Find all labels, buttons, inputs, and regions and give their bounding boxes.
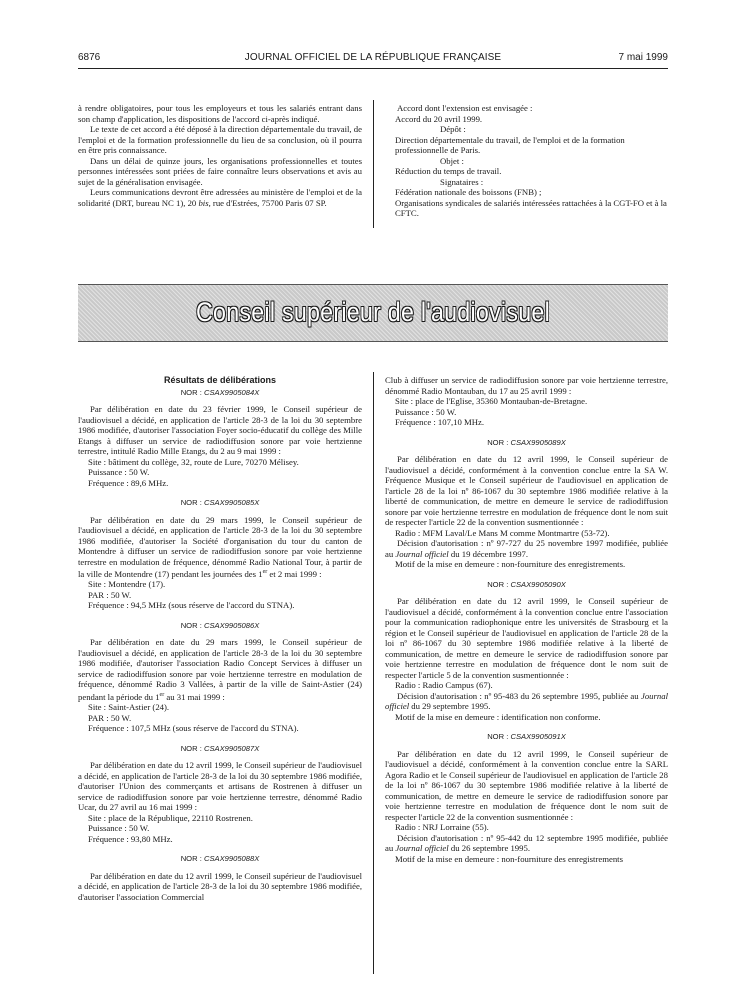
bottom-left-column bbox=[78, 375, 362, 902]
accord-date: Accord du 20 avril 1999. bbox=[395, 113, 483, 124]
depot-label: Dépôt : bbox=[440, 124, 466, 134]
motif: Motif de la mise en demeure : identification non conforme. bbox=[395, 711, 601, 722]
signataire-fnb: Fédération nationale des boissons (FNB) ; bbox=[395, 187, 542, 197]
power: Puissance : 50 W. bbox=[88, 467, 150, 477]
section-banner bbox=[78, 284, 668, 342]
paragraph: à rendre obligatoires, pour tous les employeurs et tous les salariés entrant dans son champ d'application, les dispositions de l'accord ci-après indiqué. bbox=[78, 103, 362, 124]
par: PAR : 50 W. bbox=[88, 589, 132, 600]
banner-title: Conseil supérieur de l'audiovisuel bbox=[196, 297, 550, 327]
motif: Motif de la mise en demeure : non-fourniture des enregistrements. bbox=[395, 559, 626, 569]
deliberation-text: Par délibération en date du 12 avril 1999, le Conseil supérieur de l'audiovisuel a décidé, conformément à la convention conclue entre la SARL Agora Radio et le Conseil supérieur de l'audiovisuel en application de l'article 28 de la loi nº 86-1067 du 30 septembre 1986 modifiée relative à la liberté de communication, de mettre en demeure le service de radiodiffusion sonore par voie hertzienne terrestre en modulation de fréquence dont le nom suit de respecter l'article 22 de la convention susmentionnée : bbox=[385, 748, 668, 822]
decision: Décision d'autorisation : nº 95-442 du 12 septembre 1995 modifiée, publiée au Journal officiel du 26 septembre 1995. bbox=[385, 832, 668, 853]
decision: Décision d'autorisation : nº 97-727 du 25 novembre 1997 modifiée, publiée au Journal officiel du 19 décembre 1997. bbox=[385, 538, 668, 559]
objet-text: Réduction du temps de travail. bbox=[395, 166, 502, 176]
top-left-column bbox=[78, 103, 362, 208]
signataires-label: Signataires : bbox=[440, 176, 484, 187]
deliberation-text: Par délibération en date du 12 avril 1999, le Conseil supérieur de l'audiovisuel a décidé, en application de l'article 28-3 de la loi du 30 septembre 1986 modifiée, d'autoriser l'association Commercial bbox=[78, 870, 363, 902]
signataire-syndicats: Organisations syndicales de salariés intéressées rattachées à la CGT-FO et à la CFTC. bbox=[395, 197, 667, 218]
site: Site : Saint-Astier (24). bbox=[88, 702, 170, 713]
column-divider bbox=[373, 100, 374, 228]
deliberation-text: Par délibération en date du 29 mars 1999, le Conseil supérieur de l'audiovisuel a décidé, en application de l'article 28-3 de la loi du 30 septembre 1986 modifiée, d'autoriser l'association Radio Concept Services à diffuser un service de radiodiffusion sonore par voie hertzienne terrestre en modulation de fréquence, dénommé Radio 3 Vallées, à partir de la ville de Saint-Astier (24) pendant la période du 1er au 31 mai 1999 : bbox=[78, 637, 362, 702]
radio: Radio : NRJ Lorraine (55). bbox=[395, 822, 489, 832]
deliberation-text: Par délibération en date du 23 février 1999, le Conseil supérieur de l'audiovisuel a décidé, en application de l'article 28-3 de la loi du 30 septembre 1986 modifiée, d'autoriser l'association Foyer socio-éducatif du collège des Mille Etangs à diffuser un service de radiodiffusion sonore par voie hertzienne terrestre, intitulé Radio Mille Etangs, du 2 au 9 mai 1999 : bbox=[78, 404, 362, 456]
power: Puissance : 50 W. bbox=[88, 823, 150, 834]
journal-title: JOURNAL OFFICIEL DE LA RÉPUBLIQUE FRANÇAISE bbox=[244, 52, 502, 63]
radio: Radio : Radio Campus (67). bbox=[395, 680, 493, 690]
par: PAR : 50 W. bbox=[88, 712, 132, 723]
issue-date: 7 mai 1999 bbox=[618, 52, 668, 63]
deliberation-text: Par délibération en date du 12 avril 1999, le Conseil supérieur de l'audiovisuel a décidé, conformément à la convention conclue entre l'association pour la communication radiophonique entre les universités de Strasbourg et la région et le Conseil supérieur de l'audiovisuel en application de l'article 28 de la loi nº 86-1067 du 30 septembre 1986 modifiée relative à la liberté de communication, de mettre en demeure le service de radiodiffusion sonore par voie hertzienne terrestre en modulation de fréquence dont le nom suit de respecter l'article 5 de la convention susmentionnée : bbox=[385, 596, 668, 680]
accord-label: Accord dont l'extension est envisagée : bbox=[397, 103, 533, 113]
objet-label: Objet : bbox=[440, 155, 464, 166]
nor-reference: NOR : CSAX9905087X bbox=[180, 743, 260, 753]
deliberation-text: Par délibération en date du 12 avril 1999, le Conseil supérieur de l'audiovisuel a décidé, conformément à la convention conclue entre la SA W. Fréquence Musique et le Conseil supérieur de l'audiovisuel en application de l'article 28 de la loi nº 86-1067 du 30 septembre 1986 modifiée relative à la liberté de communication, de mettre en demeure le service de radiodiffusion sonore par voie hertzienne terrestre en modulation de fréquence dont le nom suit de respecter l'article 22 de la convention susmentionnée : bbox=[385, 454, 668, 527]
motif: Motif de la mise en demeure : non-fourniture des enregistrements bbox=[395, 853, 623, 864]
frequency: Fréquence : 107,5 MHz (sous réserve de l'accord du STNA). bbox=[88, 723, 299, 734]
page-header bbox=[78, 52, 668, 66]
page-number: 6876 bbox=[78, 52, 101, 63]
nor-reference: NOR : CSAX9905084X bbox=[180, 387, 260, 397]
paragraph: Le texte de cet accord a été déposé à la direction départementale du travail, de l'emploi et de la formation professionnelle du lieu de sa conclusion, où il pourra en être pris connaissance. bbox=[78, 124, 362, 155]
nor-reference: NOR : CSAX9905091X bbox=[487, 732, 566, 741]
header-rule bbox=[78, 68, 668, 69]
deliberation-text: Par délibération en date du 12 avril 1999, le Conseil supérieur de l'audiovisuel a décidé, en application de l'article 28-3 de la loi du 30 septembre 1986 modifiée, d'autoriser l'Union des commerçants et artisans de Rostrenen à diffuser un service de radiodiffusion sonore par voie hertzienne terrestre, dénommé Radio Ucar, du 27 avril au 16 mai 1999 : bbox=[78, 760, 363, 813]
top-right-column bbox=[385, 103, 668, 219]
nor-reference: NOR : CSAX9905085X bbox=[180, 498, 260, 507]
paragraph: Leurs communications devront être adressées au ministère de l'emploi et de la solidarité (DRT, bureau NC 1), 20 bis, rue d'Estrées, 75700 Paris 07 SP. bbox=[78, 187, 362, 208]
paragraph: Dans un délai de quinze jours, les organisations professionnelles et toutes personnes intéressées sont priées de faire connaître leurs observations et avis au sujet de la généralisation envisagée. bbox=[78, 155, 362, 187]
frequency: Fréquence : 94,5 MHz (sous réserve de l'accord du STNA). bbox=[88, 600, 295, 611]
frequency: Fréquence : 89,6 MHz. bbox=[88, 477, 169, 488]
nor-reference: NOR : CSAX9905088X bbox=[180, 854, 260, 864]
site: Site : place de l'Eglise, 35360 Montauban-de-Bretagne. bbox=[395, 396, 588, 406]
power: Puissance : 50 W. bbox=[395, 406, 457, 417]
deliberation-text: Club à diffuser un service de radiodiffusion sonore par voie hertzienne terrestre, dénommé Radio Montauban, du 17 au 25 avril 1999 : bbox=[385, 375, 668, 396]
depot-text: Direction départementale du travail, de l'emploi et de la formation professionnelle de Paris. bbox=[395, 134, 625, 155]
nor-reference: NOR : CSAX9905090X bbox=[487, 579, 566, 589]
column-divider bbox=[373, 372, 374, 974]
nor-reference: NOR : CSAX9905089X bbox=[487, 437, 566, 447]
bottom-right-column bbox=[385, 375, 668, 864]
site: Site : bâtiment du collège, 32, route de Lure, 70270 Mélisey. bbox=[88, 456, 299, 467]
frequency: Fréquence : 107,10 MHz. bbox=[395, 417, 485, 427]
decision: Décision d'autorisation : nº 95-483 du 26 septembre 1995, publiée au Journal officiel du 29 septembre 1995. bbox=[385, 690, 668, 711]
site: Site : place de la République, 22110 Rostrenen. bbox=[88, 812, 253, 823]
radio: Radio : MFM Laval/Le Mans M comme Montmartre (53-72). bbox=[395, 527, 610, 538]
section-title: Résultats de délibérations bbox=[163, 375, 277, 385]
frequency: Fréquence : 93,80 MHz. bbox=[88, 833, 173, 844]
site: Site : Montendre (17). bbox=[88, 579, 166, 590]
deliberation-text: Par délibération en date du 29 mars 1999, le Conseil supérieur de l'audiovisuel a décidé, en application de l'article 28-3 de la loi du 30 septembre 1986 modifiée, d'autoriser la Société d'organisation du tour du canton de Montendre à diffuser un service de radiodiffusion sonore par voie hertzienne terrestre en modulation de fréquence, dénommé Radio National Tour, à partir de la ville de Montendre (17) pendant les journées des 1er et 2 mai 1999 : bbox=[78, 514, 362, 579]
nor-reference: NOR : CSAX9905086X bbox=[180, 620, 260, 630]
